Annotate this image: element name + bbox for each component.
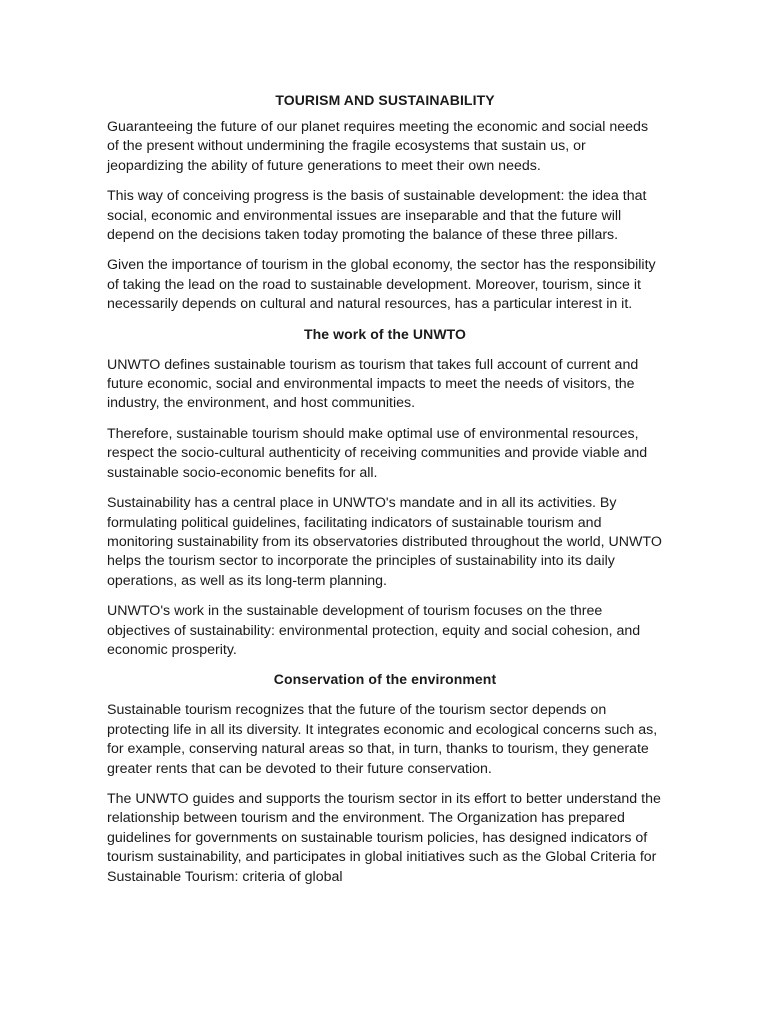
section-heading-conservation: Conservation of the environment (273, 671, 497, 688)
intro-paragraph-2: This way of conceiving progress is the basis of sustainable development: the idea that social, economic and environmental issues are inseparable and that the future will depend on the decisions taken today promoting the balance of these three pillars. (107, 188, 647, 244)
section-heading-unwto-work: The work of the UNWTO (303, 325, 467, 342)
section1-paragraph-3: Sustainability has a central place in UNWTO's mandate and in all its activities. By formulating political guidelines, facilitating indicators of sustainable tourism and monitoring sustainability from its observatories distributed throughout the world, UNWTO helps the tourism sector to incorporate the principles of sustainability into its daily operations, as well as its long-term planning. (107, 495, 662, 589)
document-title: TOURISM AND SUSTAINABILITY (275, 92, 495, 108)
document-page (107, 92, 663, 898)
section1-paragraph-4: UNWTO's work in the sustainable development of tourism focuses on the three objectives of sustainability: environmental protection, equity and social cohesion, and economic prosperity. (107, 603, 641, 658)
section2-paragraph-1: Sustainable tourism recognizes that the future of the tourism sector depends on protecting life in all its diversity. It integrates economic and ecological concerns such as, for example, conserving natural areas so that, in turn, thanks to tourism, they generate greater rents that can be devoted to their future conservation. (107, 702, 658, 777)
intro-paragraph-1: Guaranteeing the future of our planet requires meeting the economic and social needs of the present without undermining the fragile ecosystems that sustain us, or jeopardizing the ability of future generations to meet their own needs. (107, 119, 649, 174)
intro-paragraph-3: Given the importance of tourism in the global economy, the sector has the responsibility of taking the lead on the road to sustainable development. Moreover, tourism, since it necessarily depends on cultural and natural resources, has a particular interest in it. (107, 257, 656, 313)
section2-paragraph-2: The UNWTO guides and supports the tourism sector in its effort to better understand the relationship between tourism and the environment. The Organization has prepared guidelines for governments on sustainable tourism policies, has designed indicators of tourism sustainability, and participates in global initiatives such as the Global Criteria for Sustainable Tourism: criteria of global (107, 790, 661, 885)
section1-paragraph-1: UNWTO defines sustainable tourism as tourism that takes full account of current and future economic, social and environmental impacts to meet the needs of visitors, the industry, the environment, and host communities. (107, 356, 639, 412)
section1-paragraph-2: Therefore, sustainable tourism should make optimal use of environmental resources, respect the socio-cultural authenticity of receiving communities and provide viable and sustainable socio-economic benefits for all. (107, 425, 648, 481)
